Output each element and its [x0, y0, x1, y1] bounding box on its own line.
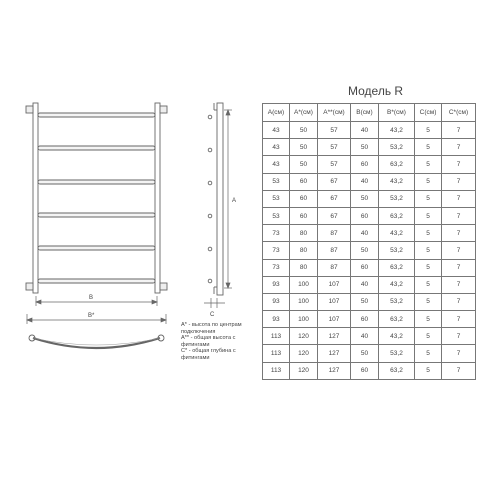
side-upright — [217, 103, 223, 295]
legend-line: C* - общая глубина с — [181, 348, 236, 355]
table-cell: 5 — [415, 207, 442, 224]
table-cell: 50 — [351, 242, 379, 259]
table-cell: 57 — [318, 139, 351, 156]
table-cell: 107 — [318, 293, 351, 310]
table-cell: 43,2 — [379, 225, 415, 242]
table-cell: 7 — [442, 293, 476, 310]
table-cell: 5 — [415, 242, 442, 259]
table-cell: 43,2 — [379, 328, 415, 345]
table-cell: 100 — [290, 293, 318, 310]
table-cell: 5 — [415, 190, 442, 207]
table-cell: 53,2 — [379, 293, 415, 310]
table-cell: 53 — [263, 173, 290, 190]
table-cell: 80 — [290, 225, 318, 242]
table-cell: 40 — [351, 225, 379, 242]
table-cell: 7 — [442, 311, 476, 328]
table-cell: 67 — [318, 207, 351, 224]
legend-line: фитингами — [181, 354, 210, 361]
table-cell: 120 — [290, 328, 318, 345]
table-cell: 50 — [290, 122, 318, 139]
table-cell: 5 — [415, 156, 442, 173]
table-cell: 73 — [263, 259, 290, 276]
table-cell: 73 — [263, 225, 290, 242]
table-cell: 43 — [263, 139, 290, 156]
table-cell: 40 — [351, 122, 379, 139]
table-cell: 7 — [442, 328, 476, 345]
column-header: A*(см) — [290, 104, 318, 122]
table-cell: 5 — [415, 328, 442, 345]
rung — [38, 180, 155, 184]
table-cell: 93 — [263, 276, 290, 293]
table-cell: 60 — [351, 311, 379, 328]
table-header-row — [263, 104, 476, 122]
rung — [38, 213, 155, 217]
table-cell: 40 — [351, 173, 379, 190]
table-cell: 5 — [415, 362, 442, 379]
table-cell: 73 — [263, 242, 290, 259]
legend-line: фитингами — [181, 341, 210, 348]
column-header: A**(см) — [318, 104, 351, 122]
dim-b-label: B — [89, 295, 94, 301]
table-body — [263, 122, 476, 380]
table-cell: 63,2 — [379, 311, 415, 328]
table-cell: 60 — [351, 207, 379, 224]
table-cell: 5 — [415, 225, 442, 242]
table-cell: 40 — [351, 276, 379, 293]
table-row — [263, 311, 476, 328]
table-cell: 127 — [318, 345, 351, 362]
table-cell: 53 — [263, 190, 290, 207]
table-cell: 93 — [263, 293, 290, 310]
table-cell: 53,2 — [379, 242, 415, 259]
table-cell: 53,2 — [379, 345, 415, 362]
table-cell: 63,2 — [379, 156, 415, 173]
table-cell: 63,2 — [379, 362, 415, 379]
column-header: B*(см) — [379, 104, 415, 122]
table-row — [263, 242, 476, 259]
table-row — [263, 328, 476, 345]
table-cell: 93 — [263, 311, 290, 328]
column-header: B(см) — [351, 104, 379, 122]
front-view — [26, 103, 167, 293]
table-cell: 5 — [415, 122, 442, 139]
table-cell: 50 — [351, 345, 379, 362]
model-title: Модель R — [348, 84, 404, 98]
legend-line: A** - общая высота с — [181, 335, 236, 342]
table-row — [263, 362, 476, 379]
table-row — [263, 225, 476, 242]
rung — [38, 146, 155, 150]
table-cell: 43,2 — [379, 173, 415, 190]
table-cell: 5 — [415, 173, 442, 190]
table-cell: 60 — [290, 173, 318, 190]
table-cell: 5 — [415, 311, 442, 328]
table-cell: 50 — [290, 156, 318, 173]
table-row — [263, 139, 476, 156]
table-cell: 107 — [318, 311, 351, 328]
table-cell: 57 — [318, 156, 351, 173]
table-cell: 7 — [442, 276, 476, 293]
table-cell: 5 — [415, 276, 442, 293]
table-cell: 7 — [442, 207, 476, 224]
table-cell: 50 — [351, 293, 379, 310]
legend — [181, 322, 291, 362]
table-cell: 80 — [290, 242, 318, 259]
table-cell: 107 — [318, 276, 351, 293]
top-view — [29, 335, 164, 348]
table-cell: 50 — [290, 139, 318, 156]
table-cell: 7 — [442, 139, 476, 156]
table-cell: 5 — [415, 139, 442, 156]
column-header: C(см) — [415, 104, 442, 122]
dimension-b-star — [27, 314, 166, 324]
side-view — [208, 103, 223, 295]
rung — [38, 279, 155, 283]
table-cell: 67 — [318, 190, 351, 207]
left-upright — [33, 103, 38, 293]
table-cell: 87 — [318, 259, 351, 276]
table-cell: 80 — [290, 259, 318, 276]
table-cell: 7 — [442, 362, 476, 379]
table-cell: 50 — [351, 139, 379, 156]
table-row — [263, 173, 476, 190]
table-cell: 60 — [290, 207, 318, 224]
table-cell: 7 — [442, 225, 476, 242]
table-cell: 113 — [263, 345, 290, 362]
legend-line: A* - высота по центрам — [181, 322, 242, 328]
table-cell: 67 — [318, 173, 351, 190]
table-cell: 127 — [318, 328, 351, 345]
table-row — [263, 345, 476, 362]
table-cell: 43 — [263, 156, 290, 173]
spec-table — [262, 103, 476, 380]
table-cell: 7 — [442, 122, 476, 139]
table-cell: 60 — [290, 190, 318, 207]
table-row — [263, 276, 476, 293]
table-cell: 60 — [351, 259, 379, 276]
table-cell: 63,2 — [379, 207, 415, 224]
table-cell: 87 — [318, 225, 351, 242]
table-cell: 53 — [263, 207, 290, 224]
table-row — [263, 259, 476, 276]
dimension-b — [36, 296, 157, 306]
table-cell: 113 — [263, 328, 290, 345]
table-cell: 50 — [351, 190, 379, 207]
table-row — [263, 207, 476, 224]
table-cell: 100 — [290, 276, 318, 293]
table-cell: 5 — [415, 345, 442, 362]
table-cell: 120 — [290, 362, 318, 379]
table-cell: 53,2 — [379, 190, 415, 207]
table-cell: 113 — [263, 362, 290, 379]
dimension-a — [224, 110, 232, 288]
table-cell: 7 — [442, 242, 476, 259]
table-cell: 63,2 — [379, 259, 415, 276]
table-cell: 43,2 — [379, 122, 415, 139]
table-cell: 5 — [415, 293, 442, 310]
table-row — [263, 293, 476, 310]
table-cell: 5 — [415, 259, 442, 276]
legend-line: подключения — [181, 328, 216, 335]
column-header: A(см) — [263, 104, 290, 122]
table-row — [263, 122, 476, 139]
table-cell: 120 — [290, 345, 318, 362]
table-cell: 7 — [442, 173, 476, 190]
table-cell: 53,2 — [379, 139, 415, 156]
dim-b-star-label: B* — [88, 313, 95, 319]
dimension-c — [204, 298, 225, 308]
right-upright — [155, 103, 160, 293]
table-cell: 40 — [351, 328, 379, 345]
table-cell: 87 — [318, 242, 351, 259]
table-cell: 43,2 — [379, 276, 415, 293]
table-cell: 57 — [318, 122, 351, 139]
dim-c-label: C — [210, 312, 215, 318]
table-cell: 60 — [351, 362, 379, 379]
table-cell: 127 — [318, 362, 351, 379]
table-cell: 100 — [290, 311, 318, 328]
table-cell: 7 — [442, 190, 476, 207]
table-cell: 7 — [442, 156, 476, 173]
column-header: C*(см) — [442, 104, 476, 122]
table-row — [263, 156, 476, 173]
rungs — [38, 113, 155, 283]
side-rung-ends — [208, 115, 212, 283]
table-cell: 43 — [263, 122, 290, 139]
table-cell: 7 — [442, 259, 476, 276]
dim-a-label: A — [232, 198, 237, 204]
table-row — [263, 190, 476, 207]
table-cell: 60 — [351, 156, 379, 173]
rung — [38, 113, 155, 117]
table-cell: 7 — [442, 345, 476, 362]
rung — [38, 246, 155, 250]
